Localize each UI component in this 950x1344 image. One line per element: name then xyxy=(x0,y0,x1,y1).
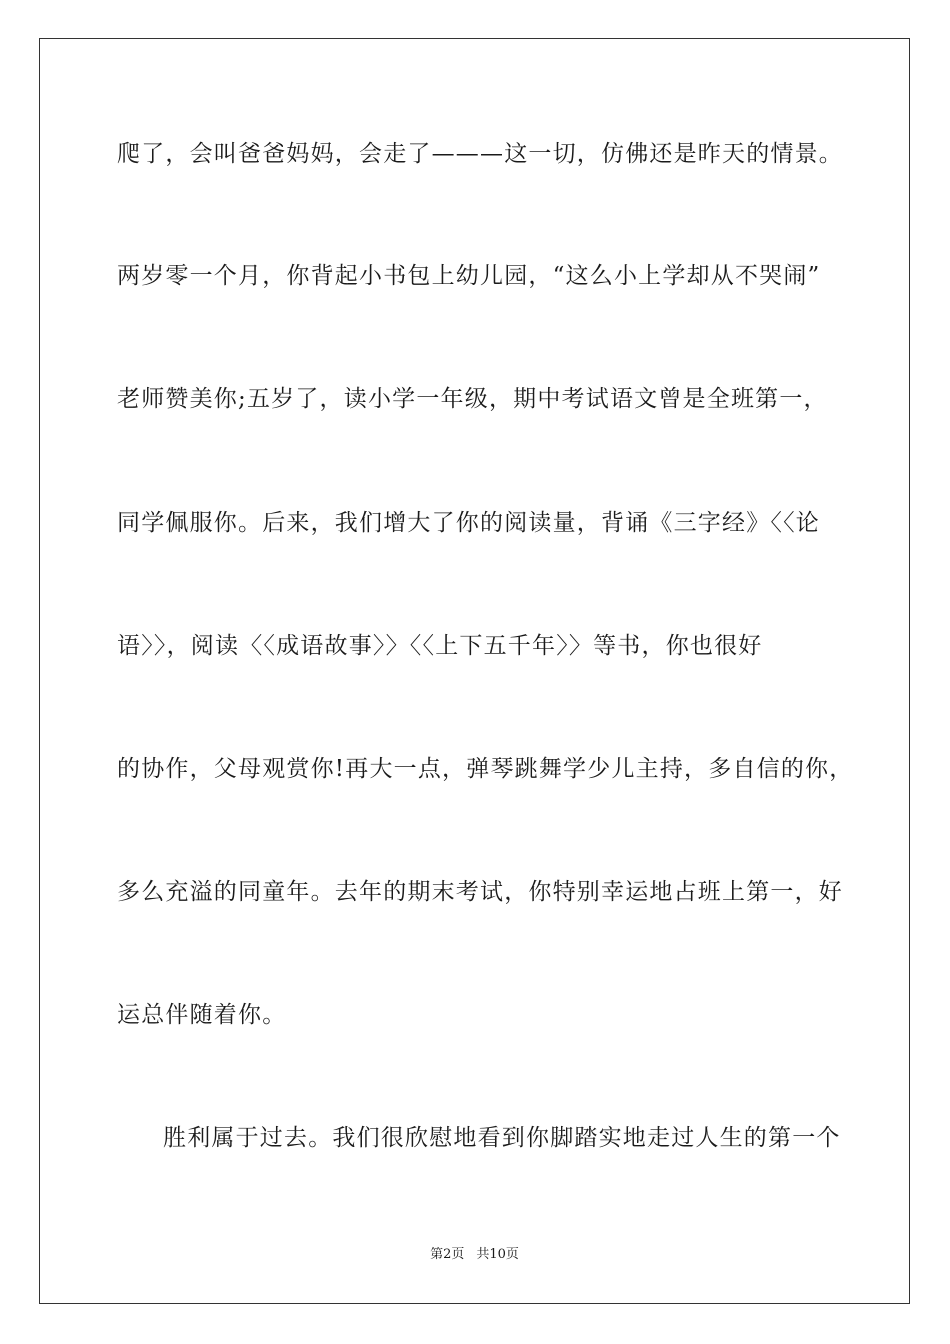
text-line: 运总伴随着你。 xyxy=(117,1002,287,1028)
text-line: 多么充溢的同童年。去年的期末考试，你特别幸运地占班上第一，好 xyxy=(117,879,843,905)
text-line: 的协作，父母观赏你!再大一点，弹琴跳舞学少儿主持，多自信的你， xyxy=(117,756,854,782)
text-line: 两岁零一个月，你背起小书包上幼儿园，“这么小上学却从不哭闹” xyxy=(117,263,821,289)
page-number: 第2页 xyxy=(430,1247,465,1262)
page-footer xyxy=(40,1247,909,1263)
text-line: 爬了，会叫爸爸妈妈，会走了———这一切，仿佛还是昨天的情景。 xyxy=(117,141,843,167)
page-border xyxy=(39,38,910,1304)
text-line: 语〉〉，阅读〈〈成语故事〉〉〈〈上下五千年〉〉等书，你也很好 xyxy=(117,633,763,659)
paragraph-start-line: 胜利属于过去。我们很欣慰地看到你脚踏实地走过人生的第一个 xyxy=(163,1125,841,1151)
text-line: 同学佩服你。后来，我们增大了你的阅读量，背诵《三字经》〈〈论 xyxy=(117,510,820,536)
total-pages: 共10页 xyxy=(476,1247,519,1262)
text-line: 老师赞美你;五岁了，读小学一年级，期中考试语文曾是全班第一， xyxy=(117,386,828,412)
